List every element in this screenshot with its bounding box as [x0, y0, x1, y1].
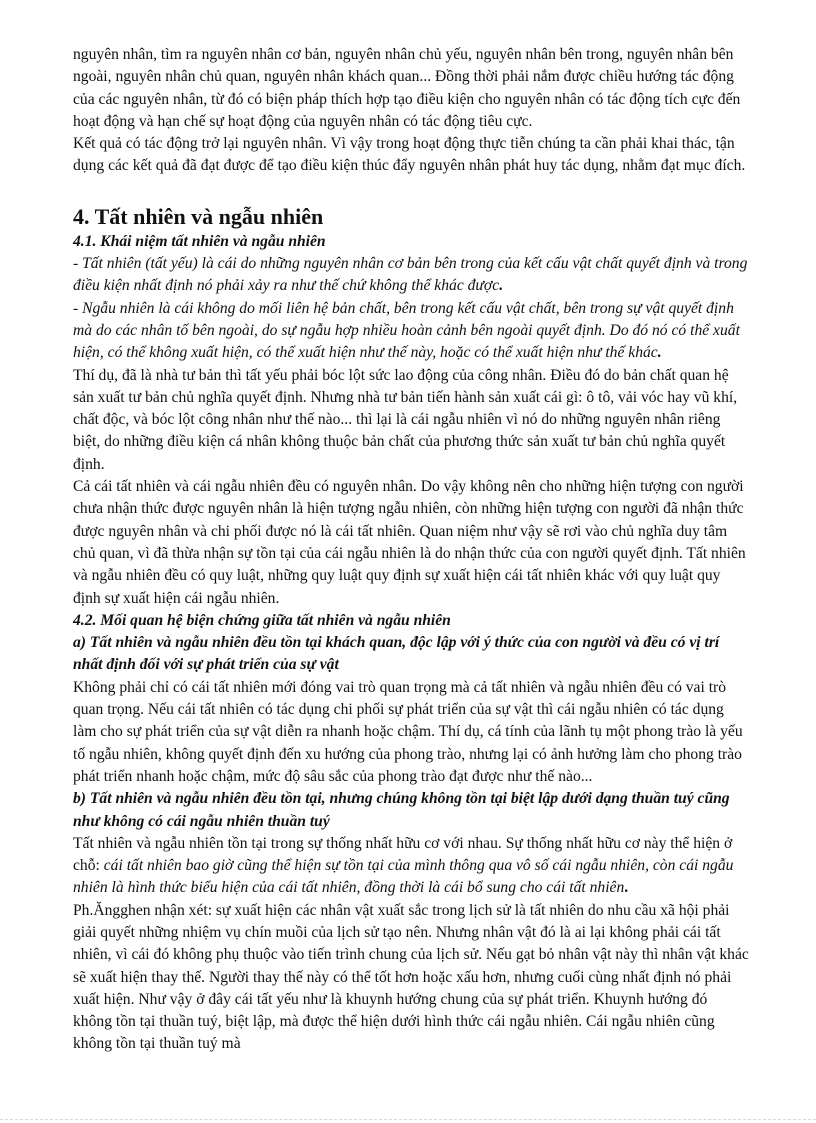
point-b-body-lead: Tất nhiên và ngẫu nhiên tồn tại trong sự thống nhất hữu cơ với nhau. Sự thống nhất hữu cơ này thể hiện ở chỗ: [73, 834, 733, 875]
point-a-body: Không phải chỉ có cái tất nhiên mới đóng vai trò quan trọng mà cả tất nhiên và ngẫu nhiên đều có vai trò quan trọng. Nếu cái tất nhiên có tác dụng chi phối sự phát triển của sự vật thì cái ngẫu nhiên có tác dụng làm cho sự phát triển của sự vật diễn ra nhanh hoặc chậm. Thí dụ, cá tính của lãnh tụ một phong trào là yếu tố ngẫu nhiên, không quyết định đến xu hướng của phong trào, nhưng lại có ảnh hưởng làm cho phong trào phát triển nhanh hoặc chậm, mức độ sâu sắc của phong trào đạt được như thế nào... [73, 678, 743, 785]
definition-chance [73, 298, 749, 365]
point-b-heading: b) Tất nhiên và ngẫu nhiên đều tồn tại, nhưng chúng không tồn tại biệt lập dưới dạng thuần tuý cũng như không có cái ngẫu nhiên thuần tuý [73, 790, 730, 830]
section-title: 4. Tất nhiên và ngẫu nhiên [73, 203, 324, 229]
document-page [73, 44, 749, 1056]
definition-necessity [73, 253, 749, 298]
point-b-body-end: . [624, 879, 629, 897]
intro-paragraph-2: Kết quả có tác động trở lại nguyên nhân. Vì vậy trong hoạt động thực tiễn chúng ta cần phải khai thác, tận dụng các kết quả đã đạt được để tạo điều kiện thúc đẩy nguyên nhân phát huy tác dụng, nhằm đạt mục đích. [73, 135, 746, 175]
definition-chance-end: . [657, 344, 662, 362]
engels-paragraph: Ph.Ăngghen nhận xét: sự xuất hiện các nhân vật xuất sắc trong lịch sử là tất nhiên do nhu cầu xã hội phải giải quyết những nhiệm vụ chín muồi của lịch sử tạo nên. Nhưng nhân vật đó là ai lại không phải cái tất nhiên, vì cái đó không phụ thuộc vào tiến trình chung của lịch sử. Nếu gạt bỏ nhân vật này thì nhân vật khác sẽ xuất hiện thay thế. Người thay thế này có thể tốt hơn hoặc xấu hơn, nhưng cuối cùng nhất định nó phải xuất hiện. Như vậy ở đây cái tất yếu như là khuynh hướng chung của sự phát triển. Khuynh hướng đó không tồn tại thuần tuý, biệt lập, mà được thể hiện dưới hình thức cái ngẫu nhiên. Cái ngẫu nhiên cũng không tồn tại thuần tuý mà [73, 901, 749, 1053]
definition-necessity-end: . [499, 277, 504, 295]
subsection-heading-4-2: 4.2. Mối quan hệ biện chứng giữa tất nhiên và ngẫu nhiên [73, 611, 451, 629]
point-a-heading: a) Tất nhiên và ngẫu nhiên đều tồn tại khách quan, độc lập với ý thức của con người và đều có vị trí nhất định đối với sự phát triển của sự vật [73, 634, 720, 674]
point-b-body [73, 833, 749, 900]
subsection-heading-4-1: 4.1. Khái niệm tất nhiên và ngẫu nhiên [73, 232, 326, 250]
point-b-body-italic: cái tất nhiên bao giờ cũng thể hiện sự tồn tại của mình thông qua vô số cái ngẫu nhiên, còn cái ngẫu nhiên là hình thức biểu hiện của cái tất nhiên, đồng thời là cái bổ sung cho cái tất nhiên [73, 857, 734, 897]
intro-paragraph-1: nguyên nhân, tìm ra nguyên nhân cơ bản, nguyên nhân chủ yếu, nguyên nhân bên trong, nguyên nhân bên ngoài, nguyên nhân chủ quan, nguyên nhân khách quan... Đồng thời phải nắm được chiều hướng tác động của các nguyên nhân, từ đó có biện pháp thích hợp tạo điều kiện cho nguyên nhân có tác động tích cực đến hoạt động và hạn chế sự hoạt động của nguyên nhân có tác động tiêu cực. [73, 46, 741, 130]
page-bottom-divider [0, 1119, 816, 1120]
example-paragraph: Thí dụ, đã là nhà tư bản thì tất yếu phải bóc lột sức lao động của công nhân. Điều đó do bản chất quan hệ sản xuất tư bản chủ nghĩa quyết định. Nhưng nhà tư bản tiến hành sản xuất cái gì: ô tô, vải vóc hay vũ khí, chất độc, và bóc lột công nhân như thế nào... thì lại là cái ngẫu nhiên vì nó do những nguyên nhân riêng biệt, do những điều kiện cá nhân không thuộc bản chất của phương thức sản xuất tư bản chủ nghĩa quyết định. [73, 366, 738, 473]
definition-necessity-text: - Tất nhiên (tất yếu) là cái do những nguyên nhân cơ bản bên trong của kết cấu vật chất quyết định và trong điều kiện nhất định nó phải xảy ra như thế chứ không thể khác được [73, 255, 748, 295]
definition-chance-text: - Ngẫu nhiên là cái không do mối liên hệ bản chất, bên trong kết cấu vật chất, bên trong sự vật quyết định mà do các nhân tố bên ngoài, do sự ngẫu hợp nhiều hoàn cảnh bên ngoài quyết định. Do đó nó có thể xuất hiện, có thể không xuất hiện, có thể xuất hiện như thế này, hoặc có thể xuất hiện như thế khác [73, 299, 740, 362]
cause-paragraph: Cả cái tất nhiên và cái ngẫu nhiên đều có nguyên nhân. Do vậy không nên cho những hiện tượng con người chưa nhận thức được nguyên nhân là hiện tượng ngẫu nhiên, còn những hiện tượng con người đã nhận thức được nguyên nhân và chi phối được nó là cái tất nhiên. Quan niệm như vậy sẽ rơi vào chủ nghĩa duy tâm chủ quan, vì đã thừa nhận sự tồn tại của cái ngẫu nhiên là do nhận thức của con người quyết định. Tất nhiên và ngẫu nhiên đều có quy luật, những quy luật quy định sự xuất hiện cái tất nhiên khác với quy luật quy định sự xuất hiện cái ngẫu nhiên. [73, 478, 746, 607]
